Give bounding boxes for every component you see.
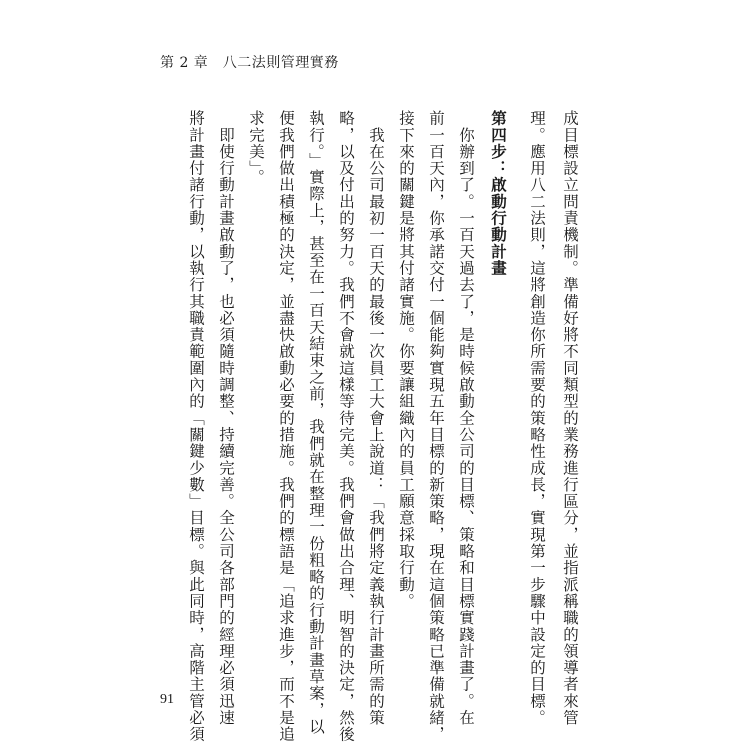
chapter-header: 第 2 章 八二法則管理實務 [160, 55, 339, 71]
text-column: 成目標設立問責機制。準備好將不同類型的業務進行區分，並指派稱職的領導者來管 [561, 110, 579, 727]
text-column: 求完美」。 [247, 110, 265, 186]
text-column: 我在公司最初一百天的最後一次員工大會上說道：「我們將定義執行計畫所需的策 [367, 110, 385, 727]
text-column: 理。應用八二法則，這將創造你所需要的策略性成長，實現第一步驟中設定的目標。 [528, 110, 546, 727]
text-column: 你辦到了。一百天過去了，是時候啟動全公司的目標、策略和目標實踐計畫了。在 [457, 110, 475, 727]
text-column: 執行。」實際上，甚至在一百天結束之前，我們就在整理一份粗略的行動計畫草案，以 [307, 110, 325, 735]
text-column: 將計畫付諸行動，以執行其職責範圍內的「關鍵少數」目標。與此同時，高階主管必須 [187, 110, 205, 743]
section-heading: 第四步：啟動行動計畫 [489, 110, 508, 277]
text-column: 接下來的關鍵是將其付諸實施。你要讓組織內的員工願意採取行動。 [397, 110, 415, 610]
text-column: 便我們做出積極的決定，並盡快啟動必要的措施。我們的標語是「追求進步，而不是追 [277, 110, 295, 743]
page-number: 91 [160, 692, 174, 707]
text-column: 即使行動計畫啟動了，也必須隨時調整、持續完善。全公司各部門的經理必須迅速 [217, 110, 235, 727]
text-column: 前一百天內，你承諾交付一個能夠實現五年目標的新策略，現在這個策略已準備就緒， [427, 110, 445, 743]
vertical-text-body [185, 110, 581, 743]
text-column: 略，以及付出的努力。我們不會就這樣等待完美。我們會做出合理、明智的決定，然後 [337, 110, 355, 743]
